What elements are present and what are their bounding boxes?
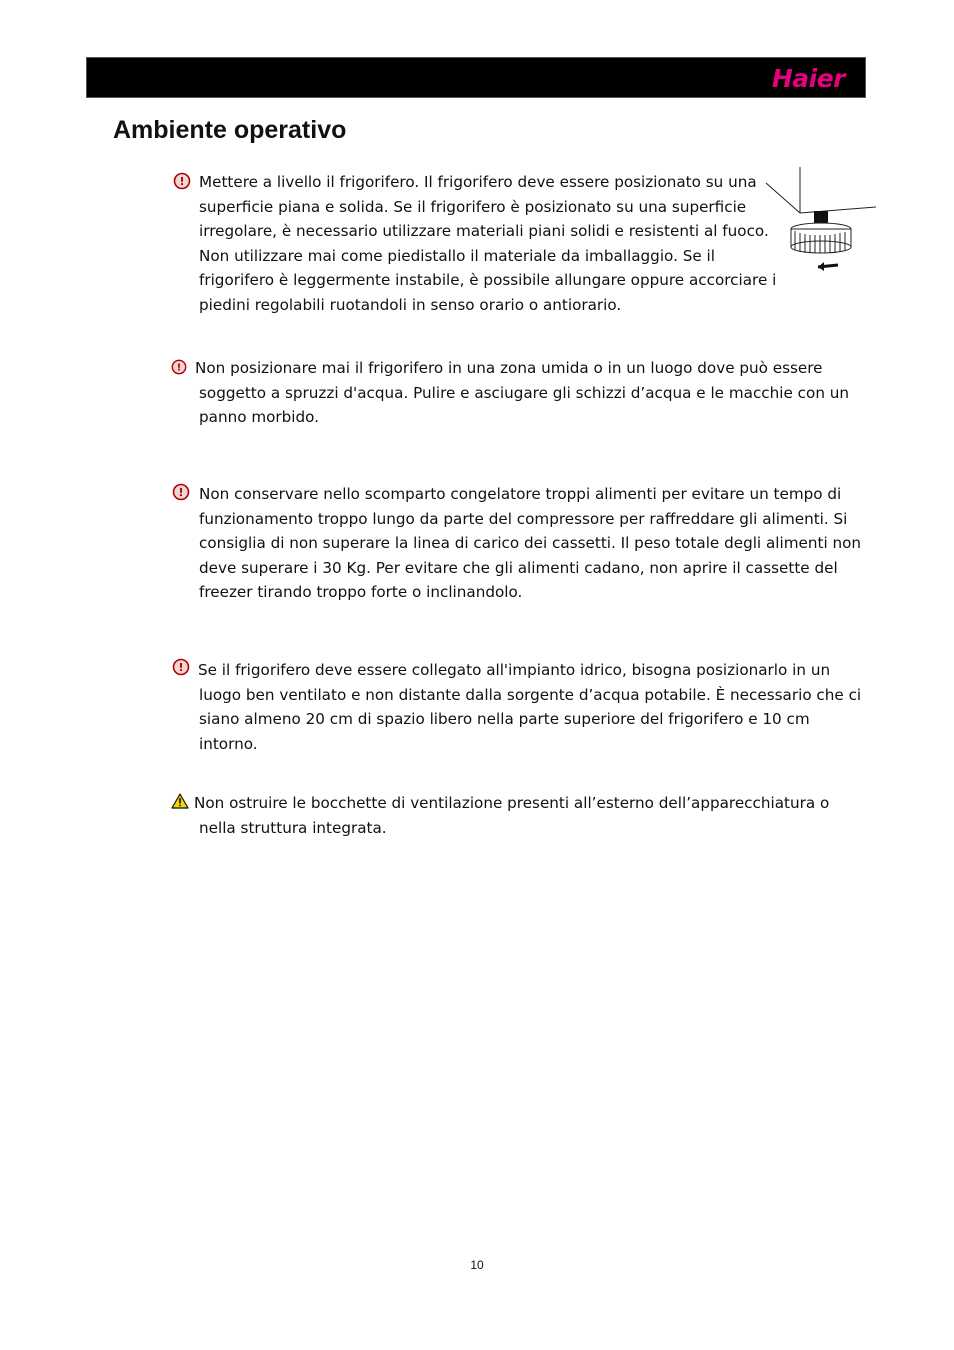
text-line: frigorifero è leggermente instabile, è possibile allungare oppure accorciare i [199, 271, 777, 290]
text-line: panno morbido. [199, 408, 320, 427]
text-line: funzionamento troppo lungo da parte del compressore per raffreddare gli alimenti. Si [199, 509, 848, 528]
text-line: Mettere a livello il frigorifero. Il frigorifero deve essere posizionato su una [199, 173, 757, 191]
instruction-item-ventilation [171, 791, 831, 840]
warning-circle-icon [172, 658, 190, 676]
haier-logo: Haier [771, 64, 845, 93]
warning-triangle-icon [171, 793, 189, 809]
svg-text:!: ! [176, 362, 182, 374]
warning-circle-icon [171, 359, 187, 375]
text-line: piedini regolabili ruotandoli in senso orario o antiorario. [199, 295, 622, 314]
svg-text:!: ! [179, 175, 185, 188]
page-number: 10 [470, 1258, 484, 1272]
text-line: Non posizionare mai il frigorifero in una zona umida o in un luogo dove può essere [195, 359, 823, 377]
text-line: nella struttura integrata. [199, 818, 387, 837]
text-line: soggetto a spruzzi d'acqua. Pulire e asciugare gli schizzi d’acqua e le macchie con un [199, 383, 850, 402]
text-line: intorno. [199, 734, 258, 753]
warning-circle-icon [173, 172, 191, 190]
leveling-foot-illustration [762, 163, 878, 275]
page-title: Ambiente operativo [113, 116, 347, 144]
text-line: freezer tirando troppo forte o inclinandolo. [199, 583, 523, 602]
svg-text:!: ! [178, 661, 184, 674]
instruction-item-humidity [171, 356, 850, 430]
text-line: Non utilizzare mai come piedistallo il materiale da imballaggio. Se il [199, 246, 715, 265]
text-line: Se il frigorifero deve essere collegato all'impianto idrico, bisogna posizionarlo in un [198, 661, 831, 679]
instruction-item-level [173, 170, 777, 318]
svg-text:!: ! [178, 486, 184, 499]
text-line: luogo ben ventilato e non distante dalla sorgente d’acqua potabile. È necessario che ci [199, 685, 862, 704]
text-line: Non conservare nello scomparto congelatore troppi alimenti per evitare un tempo di [199, 485, 842, 503]
instruction-item-freezer-load [172, 482, 862, 605]
text-line: irregolare, è necessario utilizzare materiali piani solidi e resistenti al fuoco. [199, 222, 769, 241]
instruction-item-water-connection [172, 658, 862, 756]
header-bar [86, 57, 866, 98]
text-line: deve superare i 30 Kg. Per evitare che gli alimenti cadano, non aprire il cassette del [199, 558, 838, 577]
text-line: siano almeno 20 cm di spazio libero nella parte superiore del frigorifero e 10 cm [199, 710, 810, 729]
text-line: superficie piana e solida. Se il frigorifero è posizionato su una superficie [199, 197, 747, 216]
warning-circle-icon [172, 483, 190, 501]
text-line: consiglia di non superare la linea di carico dei cassetti. Il peso totale degli alimenti non [199, 534, 862, 553]
text-line: Non ostruire le bocchette di ventilazione presenti all’esterno dell’apparecchiatura o [194, 794, 830, 812]
